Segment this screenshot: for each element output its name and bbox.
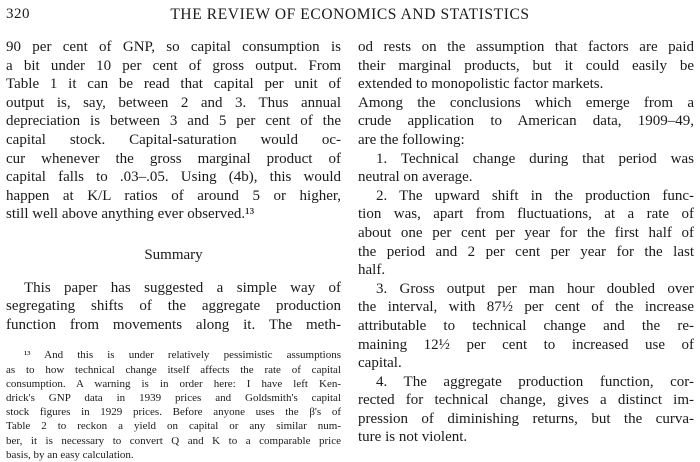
text-line: the interval, with 87½ per cent of the increase: [358, 299, 694, 316]
text-line: Among the conclusions which emerge from a: [358, 94, 694, 111]
footnote-13: [6, 348, 341, 462]
text-line: happen at K/L ratios of around 5 or higher,: [6, 187, 341, 204]
text-line: 3. Gross output per man hour doubled over: [376, 280, 694, 297]
running-head: THE REVIEW OF ECONOMICS AND STATISTICS: [170, 6, 530, 23]
text-line: rected for technical change, gives a distinct im-: [358, 392, 694, 409]
text-line: ture is not violent.: [358, 429, 468, 446]
paragraph-method: [358, 38, 694, 150]
text-line: attributable to technical change and the re-: [358, 317, 694, 334]
right-column: [358, 38, 694, 447]
text-line: about one per cent per year for the first half of: [358, 224, 694, 241]
text-line: 4. The aggregate production function, cor-: [376, 373, 694, 390]
footnote-line: drick's GNP data in 1939 prices and Goldsmith's capital: [6, 391, 341, 404]
conclusion-item-3: [358, 280, 694, 373]
text-line: are the following:: [358, 131, 465, 148]
text-line: od rests on the assumption that factors are paid: [358, 39, 694, 55]
text-line: capital stock. Capital-saturation would oc-: [6, 131, 341, 148]
text-line: Table 1 it can be read that capital per unit of: [6, 76, 341, 93]
text-line: tion was, apart from fluctuations, at a rate of: [358, 206, 694, 223]
text-line: extended to monopolistic factor markets.: [358, 76, 604, 93]
section-heading-summary: Summary: [144, 246, 203, 263]
text-line: This paper has suggested a simple way of: [24, 279, 341, 296]
text-line: pression of diminishing returns, but the curva-: [358, 410, 694, 427]
conclusion-item-2: [358, 187, 694, 280]
paragraph-summary: [6, 279, 341, 335]
text-line: segregating shifts of the aggregate production: [6, 298, 341, 315]
footnote-line: consumption. A warning is in order here: I have left Ken-: [6, 377, 341, 390]
text-line: maining 12½ per cent to increased use of: [358, 336, 694, 353]
text-line: function from movements along it. The meth-: [6, 316, 341, 333]
footnote-line: ¹³ And this is under relatively pessimistic assumptions: [24, 349, 341, 362]
text-line: half.: [358, 262, 386, 279]
paragraph-capital-consumption: [6, 38, 341, 224]
text-line: 1. Technical change during that period was: [376, 150, 694, 167]
footnote-line: Table 2 to reckon a yield on capital or any similar num-: [6, 420, 341, 433]
text-line: capital falls to .03–.05. Using (4b), this would: [6, 169, 341, 186]
text-line: their marginal products, but it could easily be: [358, 57, 694, 74]
footnote-line: ber, it is necessary to convert Q and K to a comparable price: [6, 434, 341, 447]
footnote-line: as to how technical change itself affects the rate of capital: [6, 363, 341, 376]
page-number: 320: [6, 6, 30, 22]
text-line: 2. The upward shift in the production func-: [376, 187, 694, 204]
text-line: still well above anything ever observed.¹³: [6, 206, 255, 223]
text-line: capital.: [358, 355, 402, 372]
footnote-line: basis, by an easy calculation.: [6, 448, 134, 461]
text-line: 90 per cent of GNP, so capital consumption is: [6, 39, 341, 55]
text-line: cur whenever the gross marginal product of: [6, 150, 341, 167]
text-line: crude application to American data, 1909–49,: [358, 113, 694, 130]
text-line: the period and 2 per cent per year for the last: [358, 243, 694, 260]
page-header: [6, 6, 694, 32]
text-line: a bit under 10 per cent of gross output. From: [6, 57, 341, 74]
conclusion-item-1: [358, 150, 694, 187]
conclusion-item-4: [358, 373, 694, 447]
text-line: neutral on average.: [358, 169, 473, 186]
footnote-line: stock figures in 1929 prices. Before anyone uses the β's of: [6, 406, 341, 419]
text-line: output is, say, between 2 and 3. Thus annual: [6, 94, 341, 111]
left-column: [6, 38, 341, 462]
text-line: depreciation is between 3 and 5 per cent of the: [6, 113, 341, 130]
